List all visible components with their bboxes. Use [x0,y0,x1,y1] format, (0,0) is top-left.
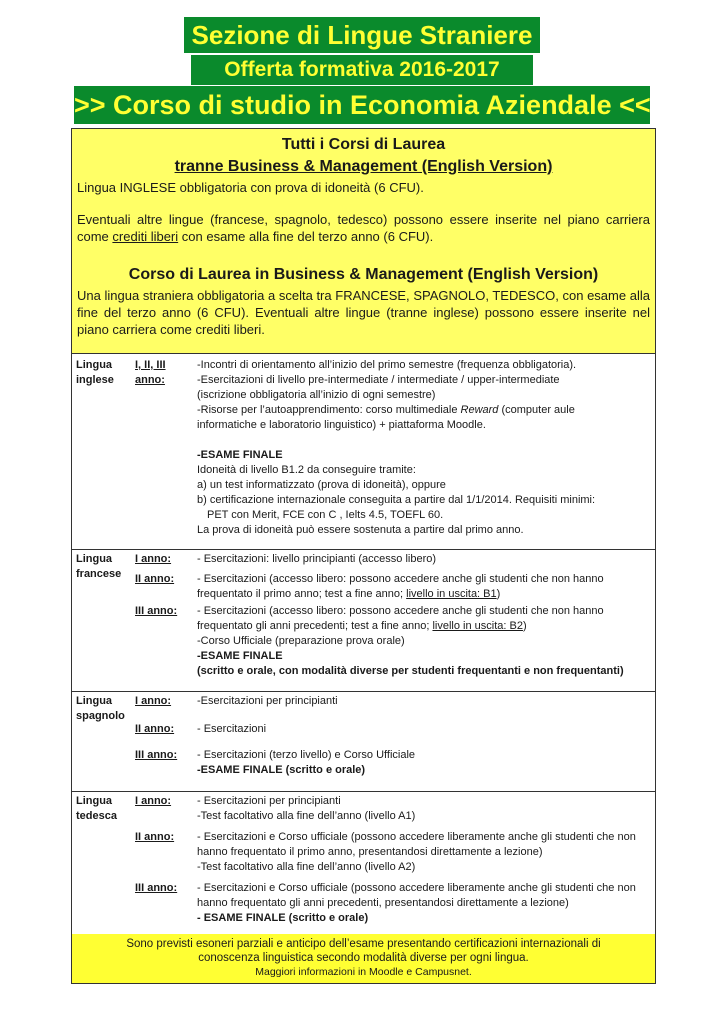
lang-label-spagnolo: Lingua spagnolo [76,695,125,722]
year-label-francese-1: I anno: [135,553,172,565]
year-label-tedesca-3: III anno: [135,882,178,894]
title-offerta: Offerta formativa 2016-2017 [224,58,500,81]
year-label-inglese: I, II, III anno: [135,359,166,386]
francese-year2-text: - Esercitazioni (accesso libero: possono accedere anche gli studenti che non hanno frequentato il primo anno; test a fine anno; livello in uscita: B1) [197,573,604,600]
tedesca-year3-text: - Esercitazioni e Corso ufficiale (possono accedere liberamente anche gli studenti che non hanno frequentato gli anni precedenti, presentandosi direttamente a lezione) - ESAME FINALE (scritto e orale) [197,882,636,924]
year-label-tedesca-2: II anno: [135,831,175,843]
content-frame [71,128,656,984]
title-banner-sezione [184,17,540,53]
year-label-francese-2: II anno: [135,573,175,585]
lang-label-inglese: Lingua inglese [76,359,114,386]
title-corso: >> Corso di studio in Economia Aziendale << [74,90,651,120]
year-label-tedesca-1: I anno: [135,795,172,807]
title-banner-offerta [191,55,533,85]
spagnolo-year2-text: - Esercitazioni [197,723,267,735]
tedesca-year2-text: - Esercitazioni e Corso ufficiale (possono accedere liberamente anche gli studenti che non hanno frequentato il primo anno, presentandosi direttamente a lezione) -Test facoltativo alla fine dell’anno (livello A2) [197,831,636,873]
intro-paragraph-3: Una lingua straniera obbligatoria a scelta tra FRANCESE, SPAGNOLO, TEDESCO, con esame alla fine del terzo anno (6 CFU). Eventuali altre lingue (tranne inglese) possono essere inserite nel piano carriera come crediti liberi. [77,288,650,337]
footer-note [72,934,655,983]
title-sezione: Sezione di Lingue Straniere [191,20,533,50]
lang-label-tedesca: Lingua tedesca [76,795,117,822]
inglese-details: -Incontri di orientamento all’inizio del primo semestre (frequenza obbligatoria). -Esercitazioni di livello pre-intermediate / intermediate / upper-intermediate (iscrizione obbligatoria all’inizio di ogni semestre) -Risorse per l’autoapprendimento: corso multimediale Reward (computer aule informatiche e laboratorio linguistico) + piattaforma Moodle. -ESAME FINALE Idoneità di livello B1.2 da conseguire tramite: a) un test informatizzato (prova di idoneità), oppure b) certificazione internazionale conseguita a partire dal 1/1/2014. Requisiti minimi: PET con Merit, FCE con C , Ielts 4.5, TOEFL 60. La prova di idoneità può essere sostenuta a partire dal primo anno. [197,358,652,538]
intro-heading-1: Tutti i Corsi di Laurea [281,136,446,153]
footer-line-1: Sono previsti esoneri parziali e anticipo dell’esame presentando certificazioni internazionali di [126,938,601,950]
footer-line-2: conoscenza linguistica secondo modalità diverse per ogni lingua. [198,952,529,964]
section-spagnolo [72,691,655,792]
section-francese [72,549,655,692]
year-label-spagnolo-3: III anno: [135,749,178,761]
intro-heading-2: tranne Business & Management (English Version) [174,158,553,175]
intro-paragraph-1: Lingua INGLESE obbligatoria con prova di idoneità (6 CFU). [77,180,424,195]
intro-p2-text-end: con esame alla fine del terzo anno (6 CFU). [178,229,434,244]
footer-line-3: Maggiori informazioni in Moodle e Campusnet. [255,966,472,978]
year-label-spagnolo-1: I anno: [135,695,172,707]
intro-p2-text: Eventuali altre lingue (francese, spagnolo, tedesco) possono essere inserite nel piano carriera come [77,212,650,244]
intro-paragraph-2 [77,211,650,245]
francese-year1-text: - Esercitazioni: livello principianti (accesso libero) [197,553,437,565]
section-inglese [72,353,655,550]
francese-year3-text: - Esercitazioni (accesso libero: possono accedere anche gli studenti che non hanno frequentato gli anni precedenti; test a fine anno; livello in uscita: B2) -Corso Ufficiale (preparazione prova orale) -ESAME FINALE (scritto e orale, con modalità diverse per studenti frequentanti e non frequentanti) [197,605,624,677]
section-tedesca [72,791,655,934]
intro-box [72,129,655,354]
spagnolo-year1-text: -Esercitazioni per principianti [197,695,338,707]
year-label-francese-3: III anno: [135,605,178,617]
title-banner-corso [74,86,650,124]
year-label-spagnolo-2: II anno: [135,723,175,735]
esame-finale-inglese: -ESAME FINALE [197,449,283,461]
crediti-liberi-link[interactable]: crediti liberi [112,229,179,244]
intro-heading-3: Corso di Laurea in Business & Management (English Version) [128,266,599,283]
tedesca-year1-text: - Esercitazioni per principianti -Test facoltativo alla fine dell’anno (livello A1) [197,795,416,822]
lang-label-francese: Lingua francese [76,553,122,580]
spagnolo-year3-text: - Esercitazioni (terzo livello) e Corso Ufficiale -ESAME FINALE (scritto e orale) [197,749,416,776]
